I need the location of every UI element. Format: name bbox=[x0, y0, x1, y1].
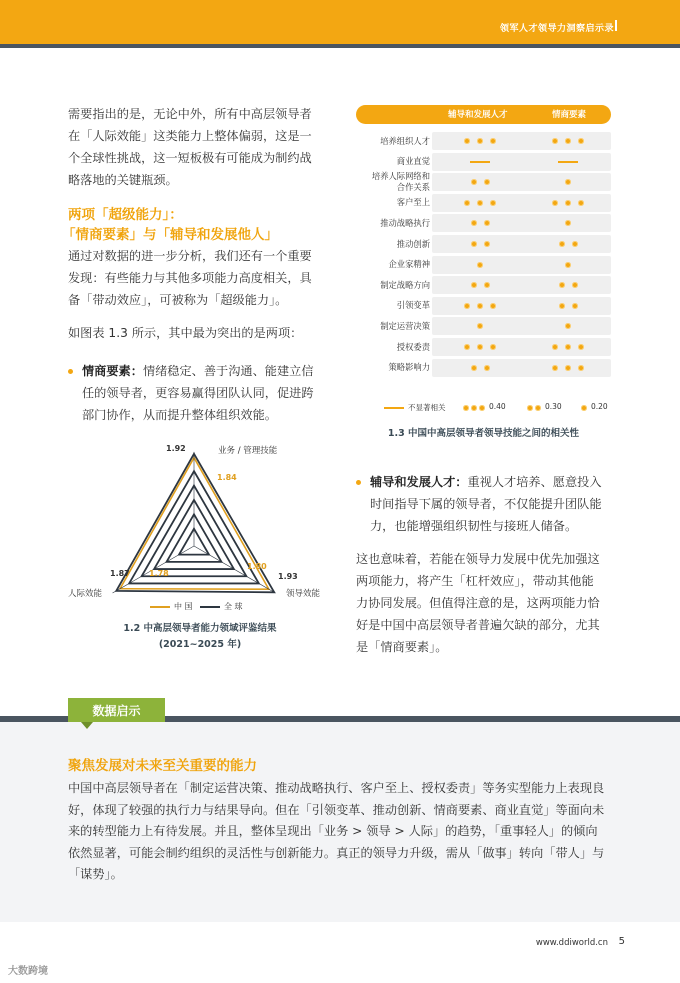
section-heading-line1: 两项「超级能力」： bbox=[68, 207, 183, 223]
radar-value-china-right: 1.80 bbox=[247, 562, 267, 571]
radar-value-china-left: 1.78 bbox=[149, 569, 169, 578]
legend-global-line bbox=[200, 606, 220, 608]
table-cell-mark bbox=[477, 138, 483, 144]
radar-axis-label-left: 人际效能 bbox=[68, 589, 103, 599]
table-row-label bbox=[356, 342, 430, 353]
insight-line: 中国中高层领导者在「制定运营决策、推动战略执行、客户至上、授权委责」等务实型能力上表现良 bbox=[68, 781, 605, 795]
table-row-label-line: 企业家精神 bbox=[388, 259, 430, 270]
table-cell-mark bbox=[484, 220, 490, 226]
table-cell-mark bbox=[559, 282, 565, 288]
watermark-text: 大数跨境 bbox=[8, 966, 48, 977]
table-row-label bbox=[356, 218, 430, 229]
table-row-label bbox=[356, 362, 430, 373]
table-cell-mark bbox=[477, 200, 483, 206]
table-cell-mark bbox=[471, 220, 477, 226]
table-row bbox=[432, 132, 611, 150]
table-row bbox=[432, 194, 611, 212]
table-cell-mark bbox=[484, 241, 490, 247]
table-row-label bbox=[356, 197, 430, 208]
bullet-dot bbox=[356, 480, 361, 485]
table-cell-mark bbox=[464, 303, 470, 309]
header-divider bbox=[615, 20, 617, 31]
insight-line: 来的转型能力上有待发展。并且，整体呈现出「业务 > 领导 > 人际」的趋势，「重事轻人」的倾向 bbox=[68, 824, 598, 838]
table-cell-mark bbox=[578, 138, 584, 144]
table-cell-mark bbox=[578, 365, 584, 371]
insight-line: 依然显著，可能会制约组织的灵活性与创新能力。真正的领导力升级，需从「做事」转向「带人」与 bbox=[68, 845, 605, 860]
radar-value-china-top: 1.84 bbox=[217, 473, 237, 482]
table-cell-mark bbox=[572, 241, 578, 247]
radar-value-global-top: 1.92 bbox=[166, 444, 186, 453]
table-cell-mark bbox=[484, 282, 490, 288]
table-row bbox=[432, 153, 611, 171]
conclusion-line: 两项能力，将产生「杠杆效应」，带动其他能 bbox=[356, 574, 594, 588]
section-intro2: 如图表 1.3 所示，其中最为突出的是两项： bbox=[68, 326, 303, 340]
table-cell-mark bbox=[578, 344, 584, 350]
table-row-label bbox=[356, 136, 430, 147]
table-cell-mark bbox=[490, 200, 496, 206]
bullet2-bold: 辅导和发展人才： bbox=[370, 475, 468, 489]
intro-line: 在「人际效能」这类能力上整体偏弱，这是一 bbox=[68, 129, 312, 143]
table-cell-mark bbox=[484, 179, 490, 185]
table-row-label-line: 引领变革 bbox=[396, 300, 430, 311]
table-row-label-line: 策略影响力 bbox=[388, 362, 430, 373]
table-row-label bbox=[356, 300, 430, 311]
table-col1-label: 辅导和发展人才 bbox=[448, 110, 508, 120]
table-row-label-line: 合作关系 bbox=[396, 182, 430, 193]
intro-line: 略落地的关键瓶颈。 bbox=[68, 173, 178, 187]
table-cell-mark bbox=[484, 365, 490, 371]
insight-tag-label: 数据启示 bbox=[92, 704, 141, 718]
bullet-dot bbox=[68, 369, 73, 374]
table-cell-mark bbox=[464, 344, 470, 350]
table-cell-mark bbox=[490, 344, 496, 350]
bullet2-line: 力，也能增强组织韧性与接班人储备。 bbox=[370, 519, 578, 533]
bullet1-line: 任的领导者，更容易赢得团队认同，促进跨 bbox=[82, 386, 314, 400]
table-cell-mark bbox=[477, 344, 483, 350]
radar-axis-label-right: 领导效能 bbox=[286, 589, 321, 599]
radar-subcaption: (2021~2025 年) bbox=[158, 639, 242, 650]
conclusion-line: 好是中国中高层领导者普遍欠缺的部分，尤其 bbox=[356, 618, 600, 632]
legend-v1-label: 0.20 bbox=[591, 402, 608, 411]
bullet1-line: 部门协作，从而提升整体组织效能。 bbox=[82, 408, 277, 422]
table-cell-mark bbox=[552, 138, 558, 144]
table-row bbox=[432, 338, 611, 356]
table-cell-mark bbox=[559, 303, 565, 309]
conclusion-line: 力协同发展。但值得注意的是，这两项能力恰 bbox=[356, 596, 600, 610]
table-row-label bbox=[356, 239, 430, 250]
table-cell-mark bbox=[471, 365, 477, 371]
header-title: 领军人才领导力洞察启示录 bbox=[499, 24, 614, 34]
insight-tag-pointer bbox=[81, 722, 93, 729]
table-caption: 1.3 中国中高层领导者领导技能之间的相关性 bbox=[387, 428, 580, 439]
table-cell-mark bbox=[477, 303, 483, 309]
conclusion-line: 是「情商要素」。 bbox=[356, 640, 448, 654]
table-cell-mark bbox=[471, 282, 477, 288]
table-row-label-line: 培养人际网络和 bbox=[371, 171, 430, 182]
table-row bbox=[432, 297, 611, 315]
table-row-label bbox=[356, 156, 430, 167]
bullet2-line: 时间指导下属的领导者，不仅能提升团队能 bbox=[370, 497, 602, 511]
table-row-label-line: 制定战略方向 bbox=[380, 279, 430, 290]
table-cell-mark bbox=[477, 262, 483, 268]
table-cell-mark bbox=[572, 282, 578, 288]
insight-line: 好，体现了较强的执行力与结果导向。但在「引领变革、推动创新、情商要素、商业直觉」等面向未 bbox=[68, 802, 605, 817]
intro-line: 需要指出的是，无论中外，所有中高层领导者 bbox=[68, 107, 312, 121]
table-cell-mark bbox=[565, 138, 571, 144]
legend-mark bbox=[527, 405, 533, 411]
table-cell-mark bbox=[565, 365, 571, 371]
section-body-line: 备「带动效应」，可被称为「超级能力」。 bbox=[68, 293, 288, 307]
table-col2-label: 情商要素 bbox=[552, 110, 587, 120]
table-cell-mark bbox=[464, 200, 470, 206]
bullet1-line bbox=[82, 360, 314, 382]
table-row bbox=[432, 317, 611, 335]
table-row-label-line: 制定运营决策 bbox=[380, 320, 430, 331]
table-cell-mark bbox=[565, 200, 571, 206]
table-cell-mark bbox=[471, 241, 477, 247]
table-row-label-line: 推动创新 bbox=[396, 238, 430, 249]
table-cell-mark bbox=[552, 200, 558, 206]
legend-china-label: 中 国 bbox=[174, 602, 193, 611]
table-cell-mark bbox=[565, 344, 571, 350]
table-cell-mark bbox=[552, 365, 558, 371]
legend-none-label: 不显著相关 bbox=[408, 403, 446, 412]
table-row-label-line: 推动战略执行 bbox=[380, 217, 430, 228]
bullet2-text: 重视人才培养、愿意投入 bbox=[467, 475, 602, 489]
legend-mark bbox=[479, 405, 485, 411]
radar-axis-label-top: 业务 / 管理技能 bbox=[218, 446, 278, 456]
legend-mark bbox=[471, 405, 477, 411]
table-cell-mark bbox=[490, 138, 496, 144]
bullet1-bold: 情商要素： bbox=[82, 364, 143, 378]
table-header-bar bbox=[356, 105, 611, 124]
radar-caption: 1.2 中高层领导者能力领域评鉴结果 bbox=[123, 623, 277, 634]
table-row-label-line: 客户至上 bbox=[396, 197, 430, 208]
legend-china-line bbox=[150, 606, 170, 608]
legend-mark bbox=[535, 405, 541, 411]
table-row-label bbox=[356, 171, 430, 193]
section-body-line: 发现：有些能力与其他多项能力高度相关，具 bbox=[68, 271, 312, 285]
table-row bbox=[432, 173, 611, 191]
radar-value-global-right: 1.93 bbox=[278, 572, 298, 581]
table-row-label bbox=[356, 321, 430, 332]
table-cell-mark bbox=[471, 179, 477, 185]
table-row bbox=[432, 359, 611, 377]
legend-v3-label: 0.40 bbox=[489, 402, 506, 411]
table-cell-mark bbox=[572, 303, 578, 309]
table-cell-none bbox=[470, 161, 490, 163]
table-cell-mark bbox=[464, 138, 470, 144]
table-row-label bbox=[356, 259, 430, 270]
table-cell-mark bbox=[578, 200, 584, 206]
bullet2-line bbox=[370, 471, 602, 493]
table-row bbox=[432, 256, 611, 274]
table-cell-mark bbox=[490, 303, 496, 309]
legend-global-label: 全 球 bbox=[224, 602, 243, 611]
section-body-line: 通过对数据的进一步分析，我们还有一个重要 bbox=[68, 249, 312, 263]
footer-url: www.ddiworld.cn bbox=[535, 938, 608, 948]
conclusion-line: 这也意味着，若能在领导力发展中优先加强这 bbox=[356, 552, 600, 566]
bullet1-text: 情绪稳定、善于沟通、能建立信 bbox=[142, 364, 314, 378]
table-row bbox=[432, 214, 611, 232]
page-number: 5 bbox=[618, 936, 625, 947]
legend-none-line bbox=[384, 407, 404, 409]
radar-value-global-left: 1.87 bbox=[110, 569, 130, 578]
intro-line: 个全球性挑战，这一短板极有可能成为制约战 bbox=[68, 151, 312, 165]
legend-v2-label: 0.30 bbox=[545, 402, 562, 411]
section-heading-line2: 「情商要素」与「辅导和发展他人」 bbox=[62, 227, 278, 243]
insight-line: 「谋势」。 bbox=[68, 867, 123, 881]
table-row bbox=[432, 235, 611, 253]
radar-chart bbox=[100, 440, 300, 610]
insight-title: 聚焦发展对未来至关重要的能力 bbox=[68, 758, 257, 774]
table-cell-mark bbox=[559, 241, 565, 247]
table-row bbox=[432, 276, 611, 294]
table-row-label bbox=[356, 280, 430, 291]
table-cell-mark bbox=[552, 344, 558, 350]
legend-mark bbox=[463, 405, 469, 411]
table-row-label-line: 商业直觉 bbox=[396, 156, 430, 167]
top-bar-rule bbox=[0, 44, 680, 48]
legend-mark bbox=[581, 405, 587, 411]
table-cell-mark bbox=[565, 262, 571, 268]
table-row-label-line: 培养组织人才 bbox=[380, 135, 430, 146]
table-cell-none bbox=[558, 161, 578, 163]
table-row-label-line: 授权委责 bbox=[396, 341, 430, 352]
insight-paragraph bbox=[68, 778, 614, 886]
